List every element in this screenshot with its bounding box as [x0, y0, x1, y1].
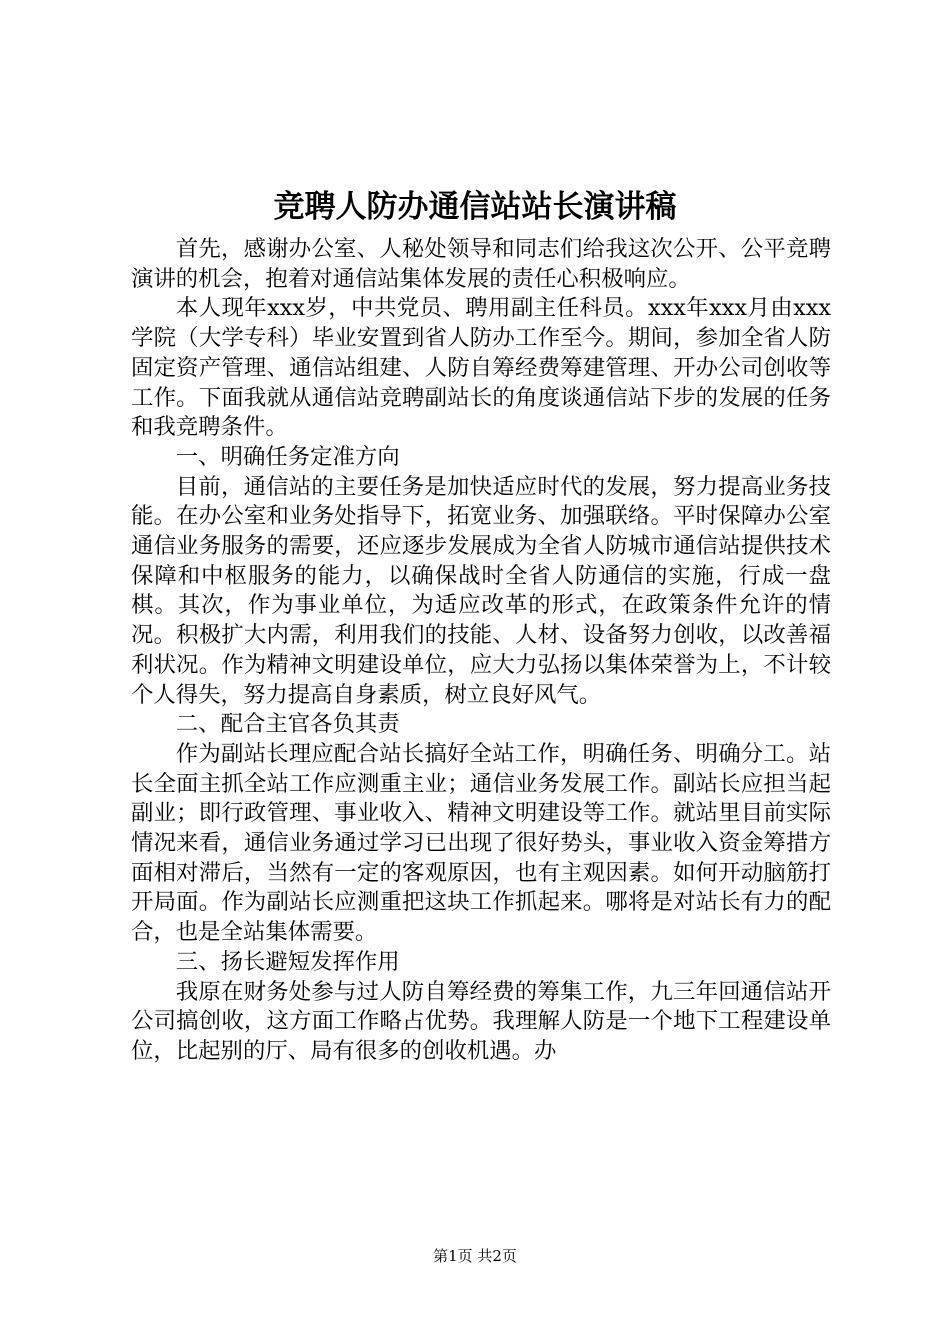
page-footer: 第1页 共2页 — [433, 1247, 517, 1265]
section-heading-3: 三、扬长避短发挥作用 — [175, 948, 400, 975]
paragraph-self-introduction: 本人现年xxx岁，中共党员、聘用副主任科员。xxx年xxx月由xxx学院（大学专科）毕业安置到省人防办工作至今。期间，参加全省人防固定资产管理、通信站组建、人防自筹经费筹建管理、开办公司创收等工作。下面我就从通信站竞聘副站长的角度谈通信站下步的发展的任务和我竞聘条件。 — [131, 295, 831, 441]
paragraph-section-1: 目前，通信站的主要任务是加快适应时代的发展，努力提高业务技能。在办公室和业务处指导下，拓宽业务、加强联络。平时保障办公室通信业务服务的需要，还应逐步发展成为全省人防城市通信站提供技术保障和中枢服务的能力，以确保战时全省人防通信的实施，行成一盘棋。其次，作为事业单位，为适应改革的形式，在政策条件允许的情况。积极扩大内需，利用我们的技能、人材、设备努力创收，以改善福利状况。作为精神文明建设单位，应大力弘扬以集体荣誉为上，不计较个人得失，努力提高自身素质，树立良好风气。 — [131, 473, 831, 708]
paragraph-intro: 首先，感谢办公室、人秘处领导和同志们给我这次公开、公平竞聘演讲的机会，抱着对通信站集体发展的责任心积极响应。 — [131, 236, 831, 292]
document-body — [131, 235, 831, 1067]
section-heading-1: 一、明确任务定准方向 — [175, 443, 400, 470]
paragraph-section-3: 我原在财务处参与过人防自筹经费的筹集工作，九三年回通信站开公司搞创收，这方面工作略占优势。我理解人防是一个地下工程建设单位，比起别的厅、局有很多的创收机遇。办 — [131, 978, 831, 1064]
paragraph-section-2: 作为副站长理应配合站长搞好全站工作，明确任务、明确分工。站长全面主抓全站工作应测重主业；通信业务发展工作。副站长应担当起副业；即行政管理、事业收入、精神文明建设等工作。就站里目前实际情况来看，通信业务通过学习已出现了很好势头，事业收入资金筹措方面相对滞后，当然有一定的客观原因，也有主观因素。如何开动脑筋打开局面。作为副站长应测重把这块工作抓起来。哪将是对站长有力的配合，也是全站集体需要。 — [131, 740, 831, 946]
section-heading-2: 二、配合主官各负其责 — [175, 711, 400, 738]
document-title: 竞聘人防办通信站站长演讲稿 — [273, 189, 677, 225]
